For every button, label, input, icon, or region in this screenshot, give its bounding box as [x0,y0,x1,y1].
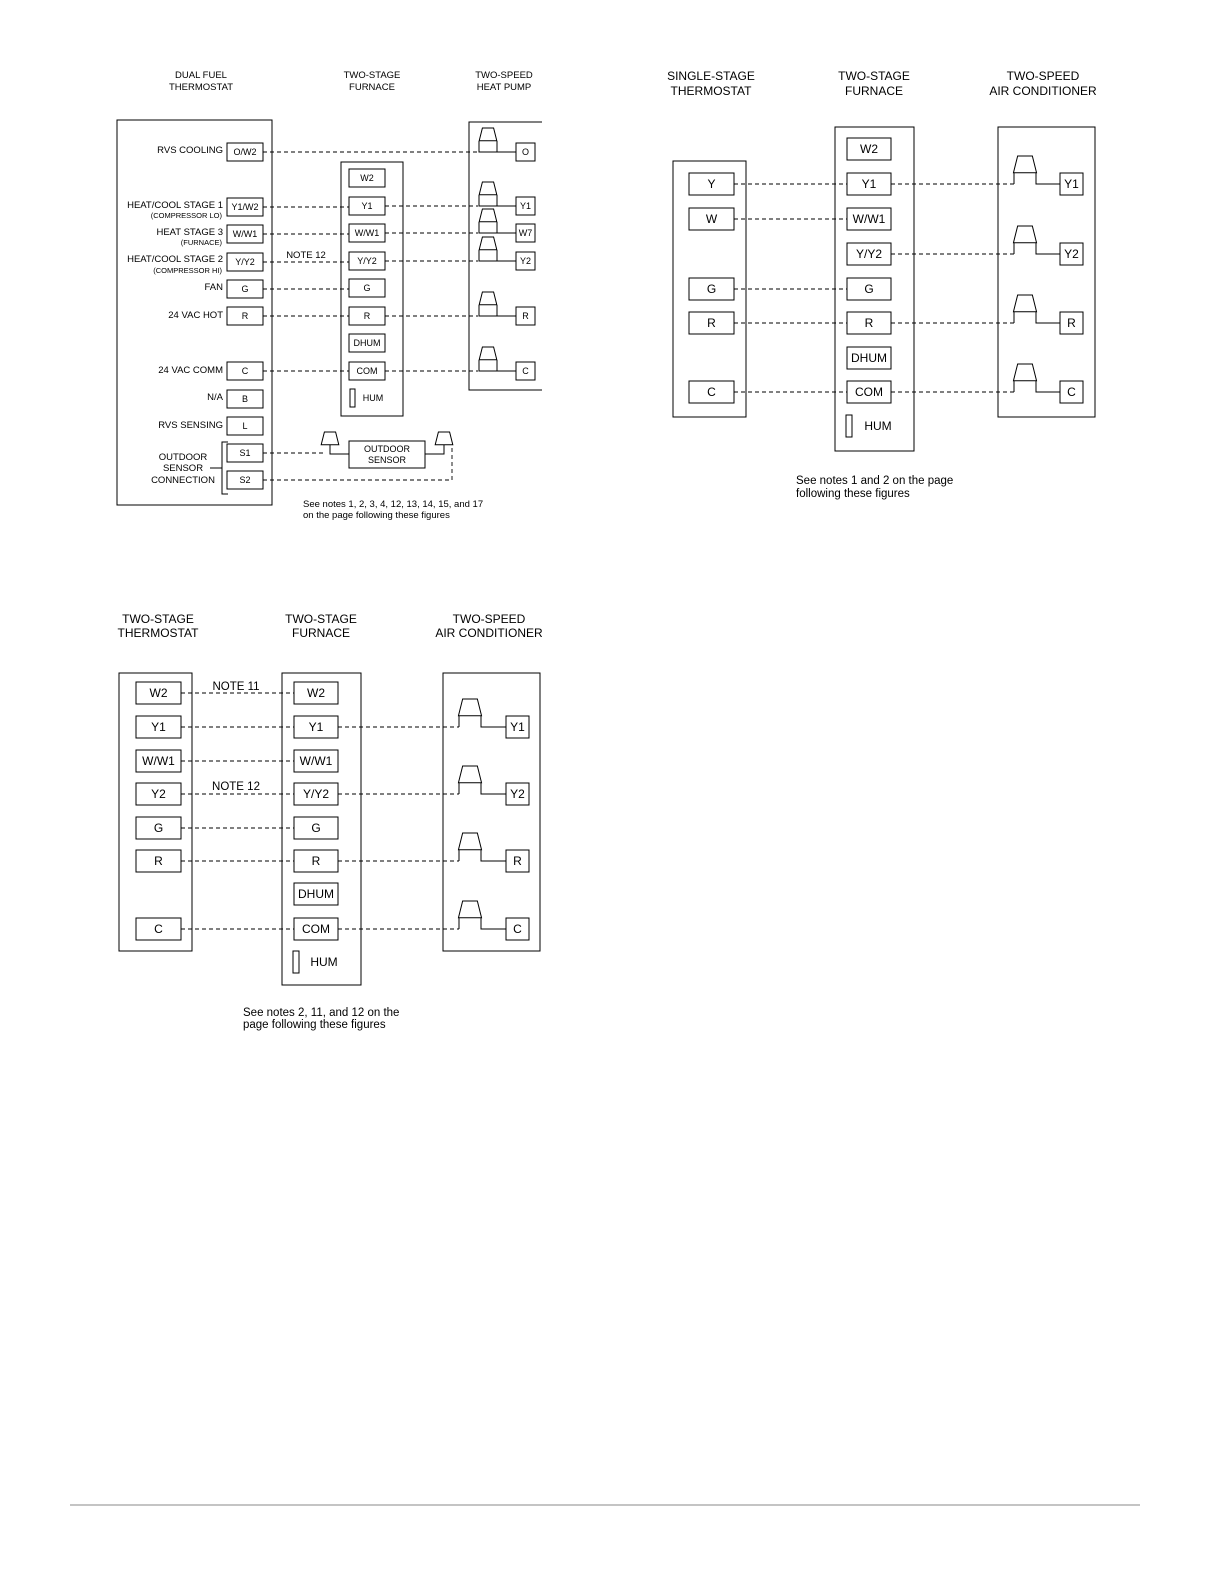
thermostat-label: 24 VAC COMM [158,365,223,376]
relay-contact-icon [458,901,481,918]
terminal-label: R [154,854,163,868]
footnote: See notes 1 and 2 on the page [796,475,954,487]
terminal-label: G [153,821,164,835]
column-header: TWO-STAGE [285,612,357,626]
relay-contact-icon [479,292,497,305]
furnace-terminal [847,138,891,160]
furnace-terminal [294,817,338,839]
terminal-label: Y1 [308,720,324,734]
column-header: AIR CONDITIONER [989,84,1097,98]
terminal-label: W/W1 [852,212,886,226]
footnote: on the page following these figures [303,510,450,521]
terminal-label: R [513,854,522,868]
thermostat-panel [119,673,192,951]
thermostat-terminal [689,312,734,334]
thermostat-terminal [227,253,263,271]
terminal-label: W/W1 [354,228,380,238]
relay-contact-icon [479,182,497,195]
note-label: NOTE 11 [212,681,260,693]
furnace-terminal [294,883,338,905]
relay-contact-icon [1013,364,1036,381]
terminal-label: DHUM [851,351,887,365]
ac-panel [998,127,1095,417]
ac-terminal [1060,243,1083,265]
thermostat-terminal [227,225,263,243]
terminal-label: DHUM [298,887,334,901]
column-header: TWO-STAGE [838,69,910,83]
furnace-terminal [349,169,385,187]
column-header: TWO-SPEED [1006,69,1080,83]
terminal-label: Y2 [510,787,525,801]
terminal-label: C [154,922,163,936]
terminal-label: Y/Y2 [855,247,883,261]
terminal-label: Y/Y2 [235,257,255,267]
thermostat-label: (COMPRESSOR HI) [153,266,222,275]
footnote: following these figures [796,488,910,500]
column-header: SINGLE-STAGE [667,69,755,83]
ac-terminal [1060,381,1083,403]
heatpump-terminal [516,307,535,325]
relay-body [435,432,453,445]
terminal-label: G [311,821,321,835]
diagram-two-stage [118,612,543,1031]
hum-terminal-bar [846,415,852,437]
relay-body [1013,226,1036,243]
thermostat-terminal [136,918,181,940]
column-header: THERMOSTAT [117,626,199,640]
relay-contact-icon [458,699,481,716]
footnote: See notes 2, 11, and 12 on the [243,1007,400,1019]
relay-body [458,766,481,783]
furnace-terminal [349,279,385,297]
furnace-terminal [847,243,891,265]
terminal-label: W2 [307,686,325,700]
furnace-terminal [847,312,891,334]
furnace-terminal [847,278,891,300]
furnace-terminal [847,381,891,403]
terminal-label: COM [302,922,330,936]
heatpump-terminal [516,143,535,161]
ac-terminal [506,850,529,872]
relay-body [1013,295,1036,312]
thermostat-terminal [136,783,181,805]
furnace-terminal [847,208,891,230]
terminal-label: G [363,283,371,293]
relay-body [458,699,481,716]
column-header: FURNACE [291,626,351,640]
thermostat-terminal [227,307,263,325]
terminal-label: Y1/W2 [231,202,259,212]
furnace-terminal [294,750,338,772]
note-label: NOTE 12 [286,250,326,261]
relay-body [1013,156,1036,173]
terminal-label: R [707,316,716,330]
relay-contact-icon [479,237,497,250]
furnace-terminal [847,347,891,369]
furnace-terminal [349,307,385,325]
thermostat-terminal [136,682,181,704]
relay-contact-icon [458,833,481,850]
terminal-label: C [241,366,249,376]
terminal-label: W2 [360,173,374,183]
footnote: page following these figures [243,1019,386,1031]
thermostat-terminal [227,143,263,161]
thermostat-terminal [227,417,263,435]
relay-contact-icon [479,209,497,222]
terminal-label: Y1 [519,201,532,211]
thermostat-label: HEAT STAGE 3 [156,227,223,238]
furnace-terminal [294,716,338,738]
diagram-dual-fuel [117,70,542,521]
relay-contact-icon [1013,295,1036,312]
terminal-label: C [513,922,522,936]
thermostat-terminal [227,444,263,462]
terminal-label: Y2 [1064,247,1079,261]
terminal-label: W2 [860,142,878,156]
terminal-label: R [363,311,371,321]
column-header: TWO-STAGE [343,70,401,81]
hum-terminal-bar [293,951,299,973]
thermostat-label: RVS COOLING [157,145,223,156]
furnace-terminal [349,224,385,242]
thermostat-label: OUTDOOR [158,452,208,463]
heatpump-terminal [516,224,535,242]
thermostat-label: 24 VAC HOT [168,310,223,321]
terminal-label: Y/Y2 [357,256,377,266]
relay-contact-icon [1013,156,1036,173]
note-label: NOTE 12 [212,781,260,793]
sensor-lead [330,445,349,454]
furnace-terminal [294,783,338,805]
thermostat-label: (COMPRESSOR LO) [150,211,222,220]
furnace-terminal [349,362,385,380]
terminal-label: Y [707,177,716,191]
hum-terminal-bar [350,389,355,407]
terminal-label: C [522,366,529,376]
terminal-label: S2 [239,475,251,485]
relay-body [458,901,481,918]
outdoor-sensor [349,441,425,468]
terminal-label: HUM [362,393,384,403]
thermostat-label: RVS SENSING [158,420,223,431]
terminal-label: Y1 [861,177,877,191]
thermostat-label: HEAT/COOL STAGE 1 [127,200,223,211]
terminal-label: G [706,282,717,296]
thermostat-label: HEAT/COOL STAGE 2 [127,254,223,265]
terminal-label: W2 [149,686,168,700]
sensor-label: OUTDOOR [364,444,410,454]
terminal-label: R [311,854,321,868]
relay-contact-icon [435,432,453,445]
terminal-label: Y1 [361,201,373,211]
ac-terminal [506,783,529,805]
terminal-label: R [1067,316,1076,330]
relay-body [479,237,497,250]
terminal-label: COM [855,385,883,399]
heatpump-terminal [516,197,535,215]
relay-body [479,182,497,195]
relay-contact-icon [321,432,339,445]
relay-body [479,347,497,360]
terminal-label: COM [356,366,378,376]
relay-body [479,209,497,222]
furnace-terminal [349,197,385,215]
ac-terminal [506,918,529,940]
column-header: AIR CONDITIONER [435,626,543,640]
terminal-label: C [707,385,716,399]
thermostat-terminal [136,850,181,872]
column-header: DUAL FUEL [175,70,227,81]
sensor-lead [425,445,444,454]
relay-body [458,833,481,850]
terminal-label: R [522,311,529,321]
column-header: FURNACE [844,84,904,98]
thermostat-terminal [136,716,181,738]
footnote: See notes 1, 2, 3, 4, 12, 13, 14, 15, and 17 [303,499,484,510]
thermostat-terminal [227,471,263,489]
heatpump-terminal [516,252,535,270]
column-header: THERMOSTAT [168,82,234,93]
thermostat-label: SENSOR [162,463,204,474]
terminal-label: Y2 [151,787,166,801]
column-header: THERMOSTAT [670,84,752,98]
terminal-label: R [241,311,249,321]
furnace-terminal [349,252,385,270]
terminal-label: O [521,147,530,157]
terminal-label: O/W2 [233,147,257,157]
ac-terminal [1060,312,1083,334]
thermostat-terminal [689,208,734,230]
furnace-terminal [847,173,891,195]
relay-body [321,432,339,445]
furnace-terminal [349,334,385,352]
terminal-label: W [705,212,718,226]
terminal-label: R [864,316,874,330]
thermostat-label: FAN [204,282,223,293]
relay-contact-icon [479,128,497,141]
thermostat-terminal [227,390,263,408]
relay-contact-icon [458,766,481,783]
terminal-label: Y/Y2 [302,787,330,801]
relay-contact-icon [479,347,497,360]
terminal-label: B [241,394,249,404]
diagram-single-stage [667,69,1097,500]
thermostat-terminal [689,381,734,403]
ac-terminal [1060,173,1083,195]
relay-contact-icon [1013,226,1036,243]
terminal-label: G [241,284,249,294]
thermostat-label: CONNECTION [151,475,215,486]
column-header: FURNACE [349,82,395,93]
furnace-terminal [294,850,338,872]
terminal-label: W7 [518,228,533,238]
terminal-label: L [242,421,248,431]
thermostat-label: N/A [207,392,223,403]
terminal-label: Y2 [519,256,532,266]
terminal-label: Y1 [510,720,525,734]
thermostat-terminal [227,198,263,216]
thermostat-terminal [136,817,181,839]
thermostat-terminal [227,280,263,298]
terminal-label: HUM [310,955,338,969]
column-header: HEAT PUMP [476,82,532,93]
terminal-label: Y1 [1064,177,1079,191]
terminal-label: W/W1 [299,754,333,768]
thermostat-terminal [136,750,181,772]
terminal-label: W/W1 [142,754,175,768]
column-header: TWO-STAGE [122,612,194,626]
terminal-label: Y1 [151,720,166,734]
heatpump-terminal [516,362,535,380]
terminal-label: W/W1 [232,229,258,239]
ac-panel [443,673,540,951]
thermostat-terminal [689,278,734,300]
relay-body [479,292,497,305]
column-header: TWO-SPEED [475,70,533,81]
terminal-label: G [864,282,874,296]
thermostat-terminal [227,362,263,380]
column-header: TWO-SPEED [452,612,526,626]
sensor-label: SENSOR [367,455,407,465]
relay-body [479,128,497,141]
ac-terminal [506,716,529,738]
furnace-terminal [294,682,338,704]
terminal-label: S1 [239,448,251,458]
thermostat-label: (FURNACE) [180,238,222,247]
terminal-label: HUM [864,419,892,433]
furnace-terminal [294,918,338,940]
thermostat-terminal [689,173,734,195]
relay-body [1013,364,1036,381]
terminal-label: DHUM [353,338,381,348]
terminal-label: C [1067,385,1076,399]
